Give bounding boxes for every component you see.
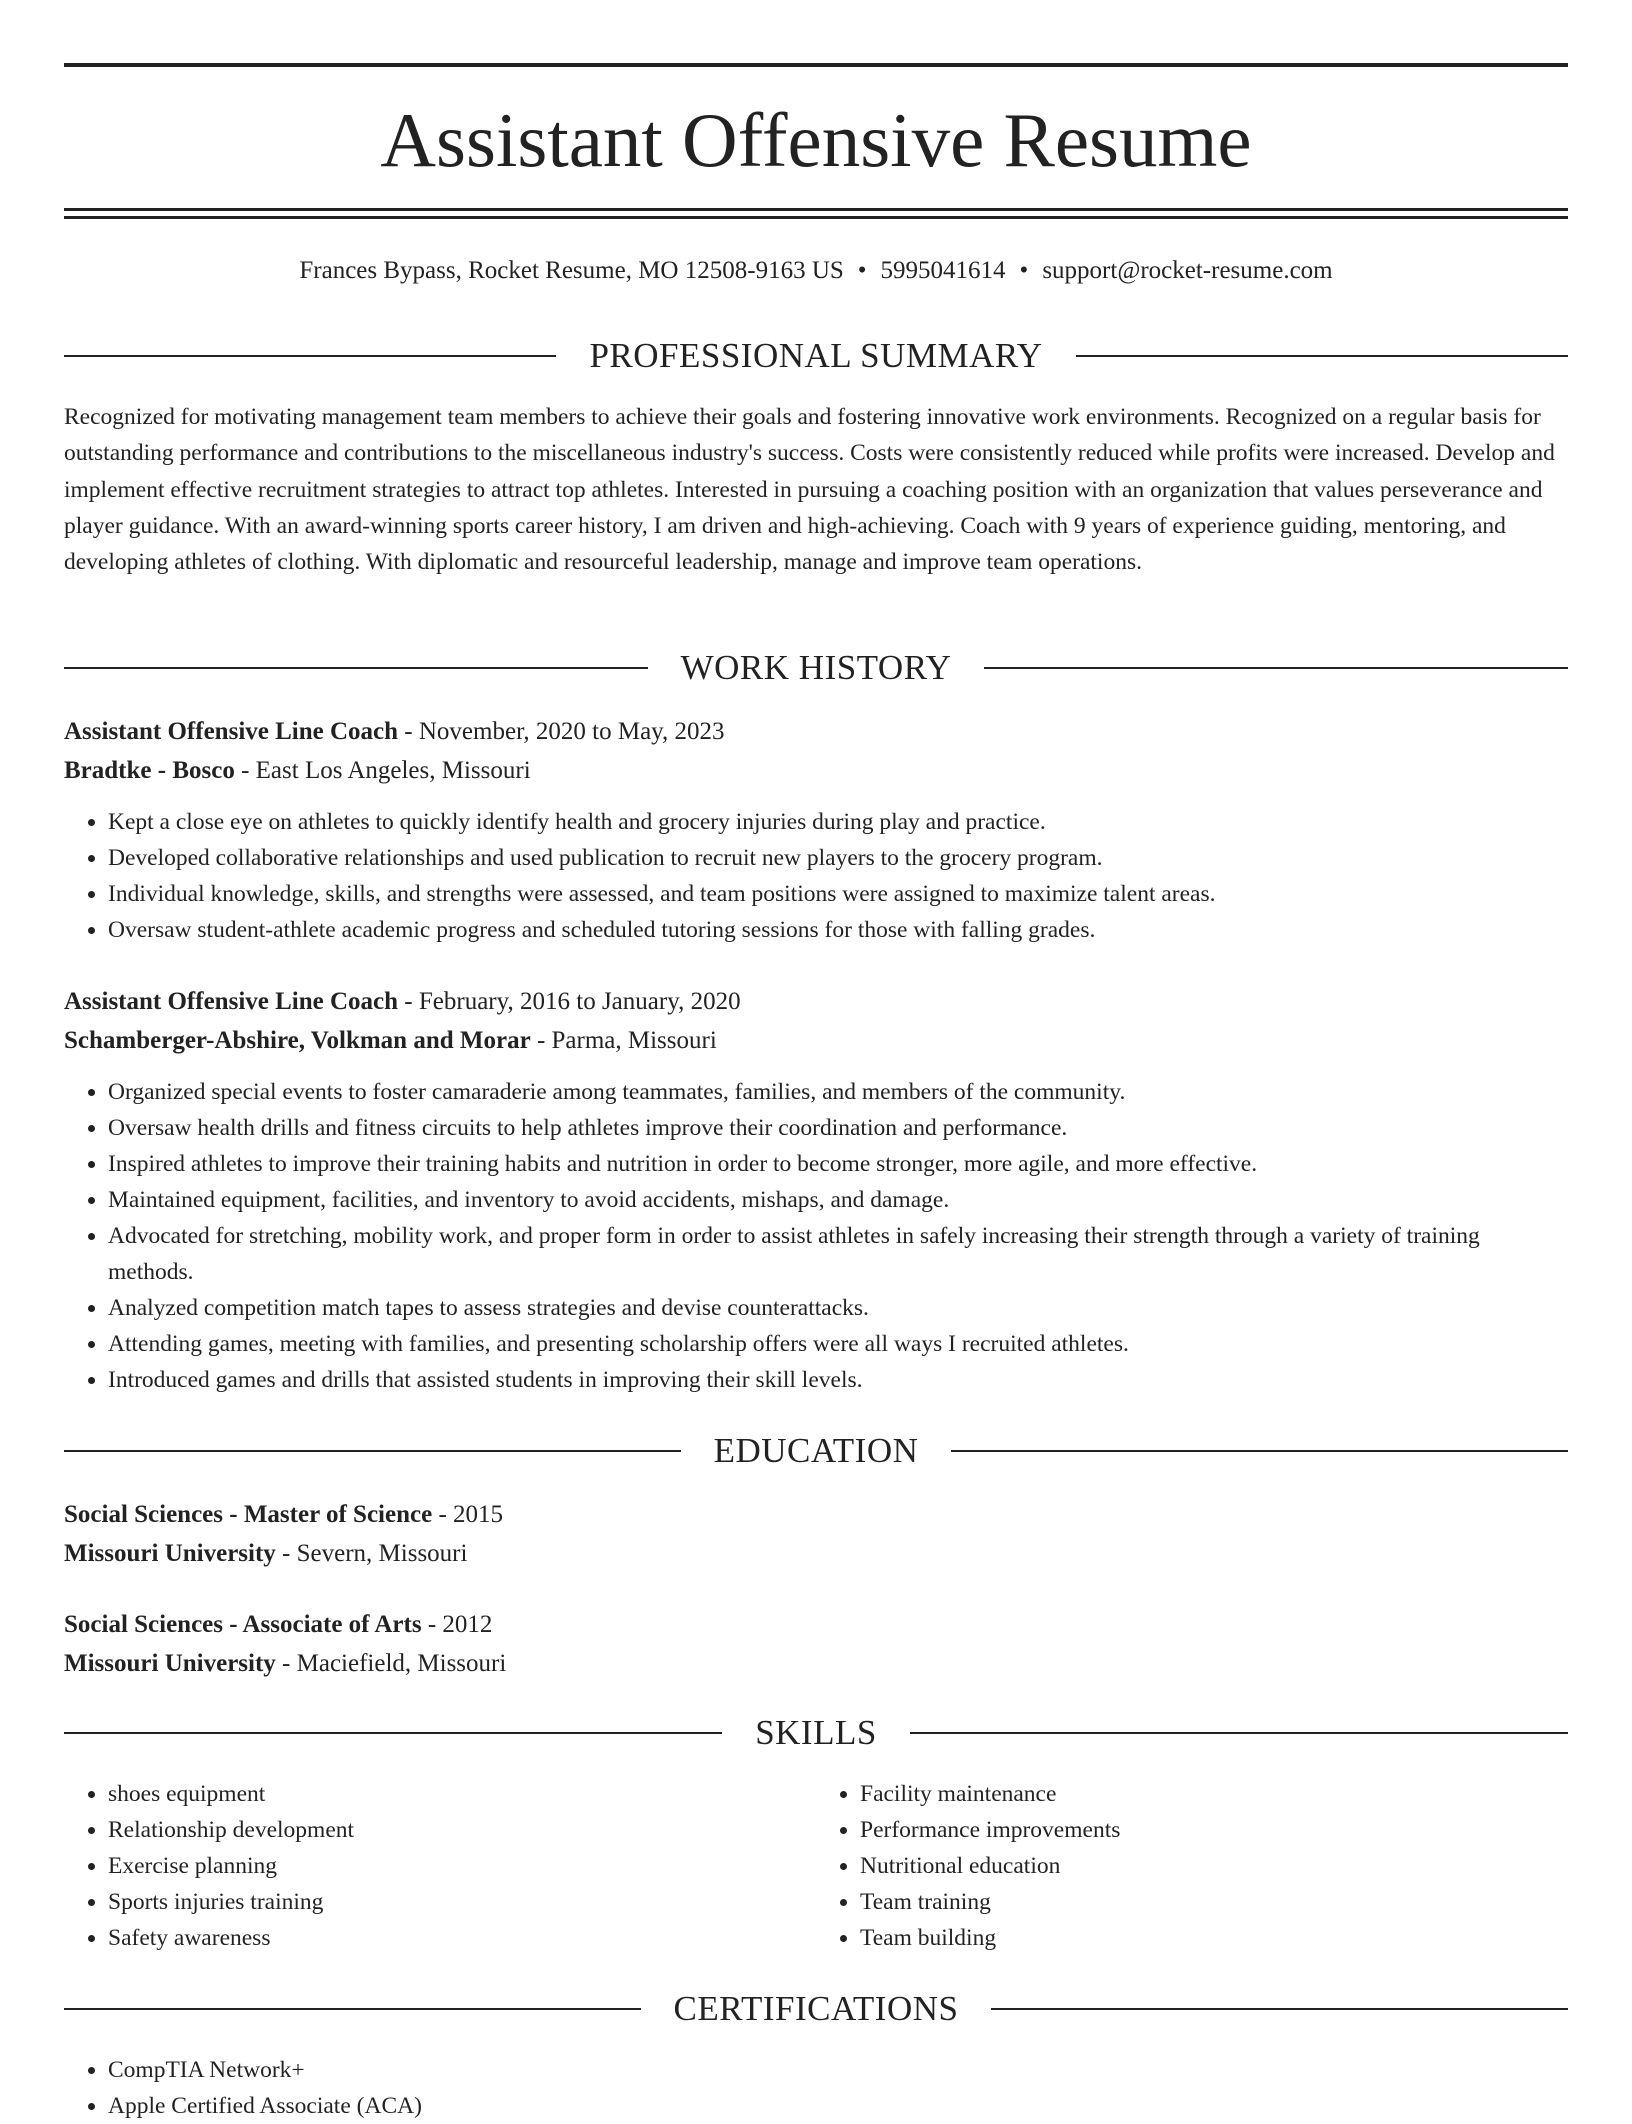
job-title: Assistant Offensive Line Coach [64, 718, 399, 745]
certifications-list [64, 2052, 1568, 2124]
skills-list-left [64, 1776, 816, 1956]
skill-item: • Exercise planning [108, 1848, 816, 1884]
resume-title: Assistant Offensive Resume [380, 97, 1252, 183]
certification-item: • CompTIA Network+ [108, 2052, 1568, 2088]
skill-item: • shoes equipment [108, 1776, 816, 1812]
job-entry [64, 712, 1568, 948]
contact-email: support@rocket-resume.com [1042, 257, 1333, 284]
certifications-block [64, 2052, 1568, 2124]
section-rule-left [64, 1450, 681, 1452]
skills-list-right [816, 1776, 1568, 1956]
job-title-line [64, 982, 1568, 1021]
job-title: Assistant Offensive Line Coach [64, 988, 399, 1015]
section-rule-left [64, 355, 556, 357]
education-year: - 2012 [421, 1611, 493, 1638]
job-bullets [64, 804, 1568, 948]
list-item: • Oversaw student-athlete academic progress and scheduled tutoring sessions for those with falling grades. [108, 912, 1568, 948]
section-rule-right [1076, 355, 1568, 357]
education-school: Missouri University [64, 1650, 276, 1677]
education-location: - Severn, Missouri [275, 1540, 468, 1567]
section-title: WORK HISTORY [680, 648, 952, 687]
skill-item: • Nutritional education [860, 1848, 1568, 1884]
section-rule-left [64, 667, 648, 669]
section-title: CERTIFICATIONS [673, 1989, 959, 2028]
section-title: EDUCATION [713, 1431, 919, 1470]
section-rule-right [951, 1450, 1568, 1452]
skill-item: • Team building [860, 1920, 1568, 1956]
section-header-summary [64, 334, 1568, 378]
section-header-skills [64, 1711, 1568, 1755]
contact-phone: 5995041614 [880, 257, 1006, 284]
section-header-education [64, 1429, 1568, 1473]
section-title: SKILLS [755, 1713, 877, 1752]
education-degree-line [64, 1605, 1568, 1644]
education-school-line [64, 1644, 1568, 1683]
skill-item: • Sports injuries training [108, 1884, 816, 1920]
skill-item: • Team training [860, 1884, 1568, 1920]
section-rule-right [910, 1732, 1568, 1734]
header-double-rule-lower [64, 216, 1568, 219]
education-location: - Maciefield, Missouri [275, 1650, 507, 1677]
contact-separator: • [857, 257, 867, 284]
list-item: • Advocated for stretching, mobility work, and proper form in order to assist athletes in safely increasing their strength through a variety of training methods. [108, 1218, 1568, 1290]
education-year: - 2015 [432, 1501, 504, 1528]
certification-item: • Apple Certified Associate (ACA) [108, 2088, 1568, 2124]
education-school-line [64, 1534, 1568, 1573]
section-header-certifications [64, 1987, 1568, 2031]
job-company: Bradtke - Bosco [64, 757, 235, 784]
header-double-rule-upper [64, 208, 1568, 211]
education-degree-line [64, 1495, 1568, 1534]
section-rule-left [64, 1732, 722, 1734]
education-entry [64, 1605, 1568, 1683]
list-item: • Developed collaborative relationships and used publication to recruit new players to the grocery program. [108, 840, 1568, 876]
skills-grid [64, 1776, 1568, 1956]
list-item: • Maintained equipment, facilities, and inventory to avoid accidents, mishaps, and damage. [108, 1182, 1568, 1218]
contact-line [64, 254, 1568, 288]
education-school: Missouri University [64, 1540, 276, 1567]
education-degree: Social Sciences - Master of Science [64, 1501, 433, 1528]
list-item: • Attending games, meeting with families, and presenting scholarship offers were all ways I recruited athletes. [108, 1326, 1568, 1362]
job-title-line [64, 712, 1568, 751]
section-header-work [64, 646, 1568, 690]
header-top-rule [64, 63, 1568, 67]
job-company: Schamberger-Abshire, Volkman and Morar [64, 1027, 531, 1054]
summary-text: Recognized for motivating management team members to achieve their goals and fostering innovative work environments. Recognized on a regular basis for outstanding performance and contributions to the miscellaneous industry's success. Costs were consistently reduced while profits were increased. Develop and implement effective recruitment strategies to attract top athletes. Interested in pursuing a coaching position with an organization that values perseverance and player guidance. With an award-winning sports career history, I am driven and high-achieving. Coach with 9 years of experience guiding, mentoring, and developing athletes of clothing. With diplomatic and resourceful leadership, manage and improve team operations. [64, 404, 1555, 576]
job-bullets [64, 1074, 1568, 1398]
job-location: - Parma, Missouri [530, 1027, 717, 1054]
list-item: • Analyzed competition match tapes to assess strategies and devise counterattacks. [108, 1290, 1568, 1326]
list-item: • Introduced games and drills that assisted students in improving their skill levels. [108, 1362, 1568, 1398]
summary-block [64, 399, 1568, 580]
skill-item: • Relationship development [108, 1812, 816, 1848]
job-company-line [64, 751, 1568, 790]
contact-address: Frances Bypass, Rocket Resume, MO 12508-9163 US [299, 257, 844, 284]
list-item: • Organized special events to foster camaraderie among teammates, families, and members of the community. [108, 1074, 1568, 1110]
section-rule-left [64, 2008, 641, 2010]
list-item: • Inspired athletes to improve their training habits and nutrition in order to become stronger, more agile, and more effective. [108, 1146, 1568, 1182]
job-entry [64, 982, 1568, 1398]
job-dates: - February, 2016 to January, 2020 [398, 988, 741, 1015]
skill-item: • Performance improvements [860, 1812, 1568, 1848]
section-rule-right [991, 2008, 1568, 2010]
list-item: • Oversaw health drills and fitness circuits to help athletes improve their coordination and performance. [108, 1110, 1568, 1146]
list-item: • Kept a close eye on athletes to quickly identify health and grocery injuries during play and practice. [108, 804, 1568, 840]
education-entry [64, 1495, 1568, 1573]
job-dates: - November, 2020 to May, 2023 [398, 718, 725, 745]
job-company-line [64, 1021, 1568, 1060]
contact-separator: • [1019, 257, 1029, 284]
list-item: • Individual knowledge, skills, and strengths were assessed, and team positions were assigned to maximize talent areas. [108, 876, 1568, 912]
section-title: PROFESSIONAL SUMMARY [589, 336, 1043, 375]
section-rule-right [984, 667, 1568, 669]
skill-item: • Safety awareness [108, 1920, 816, 1956]
education-degree: Social Sciences - Associate of Arts [64, 1611, 422, 1638]
job-location: - East Los Angeles, Missouri [234, 757, 531, 784]
skill-item: • Facility maintenance [860, 1776, 1568, 1812]
